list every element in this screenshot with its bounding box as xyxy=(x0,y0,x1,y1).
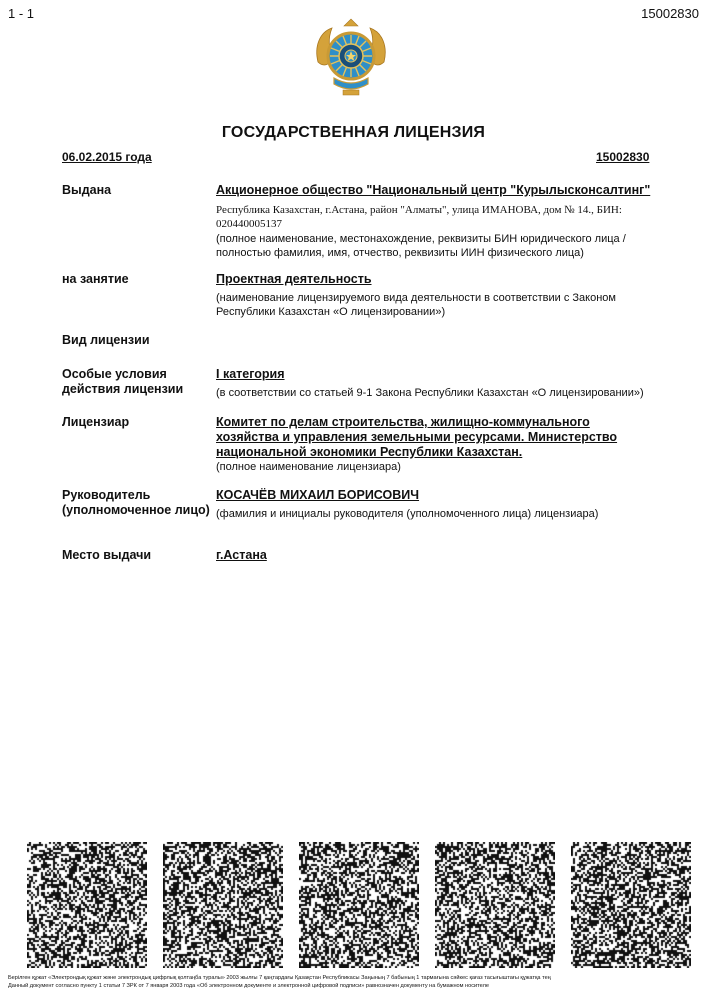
footer-line-kazakh: Берілген құжат «Электрондық құжат және электрондық цифрлық қолтаңба туралы» 2003 жылғы 7 қаңтардағы Қазақстан Республикасы Заңының 7 бабының 1 тармағына сәйкес қағаз тасығыштағы құжатқа тең xyxy=(8,975,551,981)
page-counter: 1 - 1 xyxy=(8,6,35,21)
head-note: (фамилия и инициалы руководителя (уполномоченного лица) лицензиара) xyxy=(216,508,599,520)
place-value: г.Астана xyxy=(216,548,267,562)
conditions-label-line1: Особые условия xyxy=(62,367,167,381)
licensor-value-line2: хозяйства и управления земельными ресурсами. Министерство xyxy=(216,430,618,444)
licensor-label: Лицензиар xyxy=(62,415,130,429)
issued-value: Акционерное общество "Национальный центр "Курылысконсалтинг" xyxy=(216,183,651,197)
barcode-5 xyxy=(571,842,691,968)
head-label-line2: (уполномоченное лицо) xyxy=(62,503,210,517)
issued-label: Выдана xyxy=(62,183,112,197)
conditions-label-line2: действия лицензии xyxy=(62,382,184,396)
barcode-4 xyxy=(435,842,555,968)
issued-address: Республика Казахстан, г.Астана, район "Алматы", улица ИМАНОВА, дом № 14., БИН: 020440005137 xyxy=(216,204,622,230)
barcode-1 xyxy=(27,842,147,968)
legal-footer xyxy=(8,974,703,990)
barcode-2 xyxy=(163,842,283,968)
head-value: КОСАЧЁВ МИХАИЛ БОРИСОВИЧ xyxy=(216,488,420,502)
footer-line-russian: Данный документ согласно пункту 1 статьи 7 ЗРК от 7 января 2003 года «Об электронном документе и электронной цифровой подписи» равнозначен документу на бумажном носителе xyxy=(8,983,489,989)
issued-note: (полное наименование, местонахождение, реквизиты БИН юридического лица / полностью фамилия, имя, отчество, реквизиты ИИН физического лица) xyxy=(216,233,626,259)
activity-note: (наименование лицензируемого вида деятельности в соответствии с Законом Республики Казахстан «О лицензировании») xyxy=(216,292,616,318)
licensor-note: (полное наименование лицензиара) xyxy=(216,461,401,473)
licensor-value-line1: Комитет по делам строительства, жилищно-коммунального xyxy=(216,415,590,429)
page-title: ГОСУДАРСТВЕННАЯ ЛИЦЕНЗИЯ xyxy=(221,124,486,141)
license-type-label: Вид лицензии xyxy=(62,333,150,347)
place-label: Место выдачи xyxy=(62,548,152,562)
issue-date: 06.02.2015 года xyxy=(62,150,152,164)
conditions-note: (в соответствии со статьей 9-1 Закона Республики Казахстан «О лицензировании») xyxy=(216,387,644,399)
licensor-value-line3: национальной экономики Республики Казахстан. xyxy=(216,445,523,459)
kazakhstan-emblem-icon xyxy=(312,18,390,98)
activity-value: Проектная деятельность xyxy=(216,272,372,286)
head-label-line1: Руководитель xyxy=(62,488,151,502)
activity-label: на занятие xyxy=(62,272,129,286)
barcode-3 xyxy=(299,842,419,968)
conditions-value: I категория xyxy=(216,367,285,381)
document-number-top: 15002830 xyxy=(641,6,699,21)
license-number: 15002830 xyxy=(596,150,650,164)
